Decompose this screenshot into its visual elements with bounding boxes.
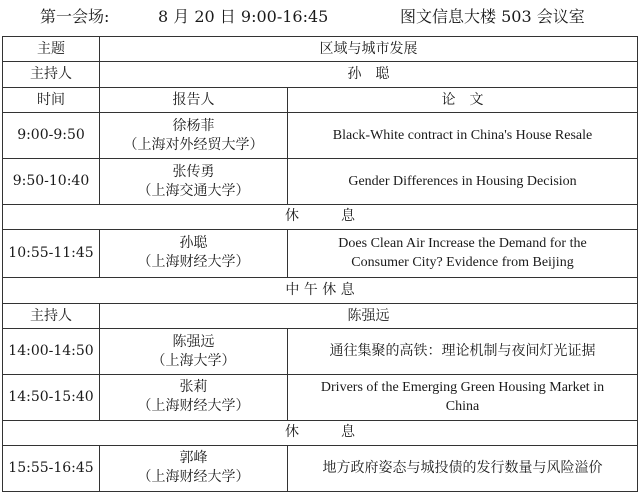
host-row-1	[3, 62, 638, 88]
talk-paper: 通往集聚的高铁：理论机制与夜间灯光证据	[288, 329, 638, 375]
talk-time: 14:50-15:40	[3, 375, 100, 421]
host-row-2	[3, 304, 638, 329]
col-header-paper: 论 文	[288, 88, 638, 113]
session-venue: 图文信息大楼 503 会议室	[400, 7, 585, 26]
talk-paper-line: Does Clean Air Increase the Demand for the	[338, 236, 587, 252]
talk-speaker: 孙聪	[179, 235, 208, 252]
talk-speaker-cell	[100, 329, 288, 375]
talk-affiliation: （上海交通大学）	[137, 182, 250, 199]
talk-affiliation: （上海财经大学）	[137, 254, 250, 271]
talk-speaker: 郭峰	[179, 450, 208, 467]
table-row	[3, 375, 638, 421]
schedule-table	[2, 36, 638, 492]
host-label: 主持人	[3, 304, 100, 329]
talk-paper-line: Drivers of the Emerging Green Housing Market in	[320, 380, 605, 396]
session-label: 第一会场:	[40, 7, 110, 26]
talk-affiliation: （上海财经大学）	[137, 469, 250, 486]
table-row	[3, 113, 638, 159]
talk-paper: 地方政府姿态与城投债的发行数量与风险溢价	[288, 445, 638, 491]
talk-time: 9:50-10:40	[3, 159, 100, 205]
lunch-row	[3, 277, 638, 303]
break-row	[3, 420, 638, 445]
talk-speaker-cell	[100, 375, 288, 421]
session-date-time: 8 月 20 日 9:00-16:45	[158, 7, 329, 26]
talk-paper-cell	[288, 375, 638, 421]
talk-speaker: 张传勇	[172, 163, 215, 180]
talk-time: 10:55-11:45	[3, 229, 100, 277]
table-row	[3, 159, 638, 205]
column-header-row	[3, 88, 638, 113]
talk-speaker-cell	[100, 229, 288, 277]
table-row	[3, 445, 638, 491]
talk-affiliation: （上海对外经贸大学）	[123, 136, 264, 153]
host-label: 主持人	[3, 62, 100, 88]
theme-label: 主题	[3, 37, 100, 62]
talk-time: 9:00-9:50	[3, 113, 100, 159]
break-row	[3, 204, 638, 229]
table-row	[3, 329, 638, 375]
talk-speaker: 徐杨菲	[172, 117, 215, 134]
talk-time: 14:00-14:50	[3, 329, 100, 375]
talk-speaker: 张莉	[179, 379, 208, 396]
talk-paper-line: Consumer City? Evidence from Beijing	[351, 255, 574, 271]
talk-speaker: 陈强远	[172, 333, 215, 350]
theme-row	[3, 37, 638, 62]
talk-speaker-cell	[100, 113, 288, 159]
talk-paper: Black-White contract in China's House Resale	[288, 113, 638, 159]
talk-speaker-cell	[100, 445, 288, 491]
break-label: 休 息	[3, 204, 638, 229]
theme-value: 区域与城市发展	[100, 37, 638, 62]
table-row	[3, 229, 638, 277]
talk-speaker-cell	[100, 159, 288, 205]
talk-time: 15:55-16:45	[3, 445, 100, 491]
host-value: 陈强远	[100, 304, 638, 329]
col-header-time: 时间	[3, 88, 100, 113]
talk-affiliation: （上海财经大学）	[137, 398, 250, 415]
host-value: 孙 聪	[100, 62, 638, 88]
session-header	[0, 0, 639, 34]
talk-paper: Gender Differences in Housing Decision	[288, 159, 638, 205]
break-label: 休 息	[3, 420, 638, 445]
talk-paper-line: China	[445, 399, 480, 415]
lunch-break-label: 中 午 休 息	[3, 277, 638, 303]
talk-paper-cell	[288, 229, 638, 277]
col-header-speaker: 报告人	[100, 88, 288, 113]
talk-affiliation: （上海大学）	[151, 352, 236, 369]
